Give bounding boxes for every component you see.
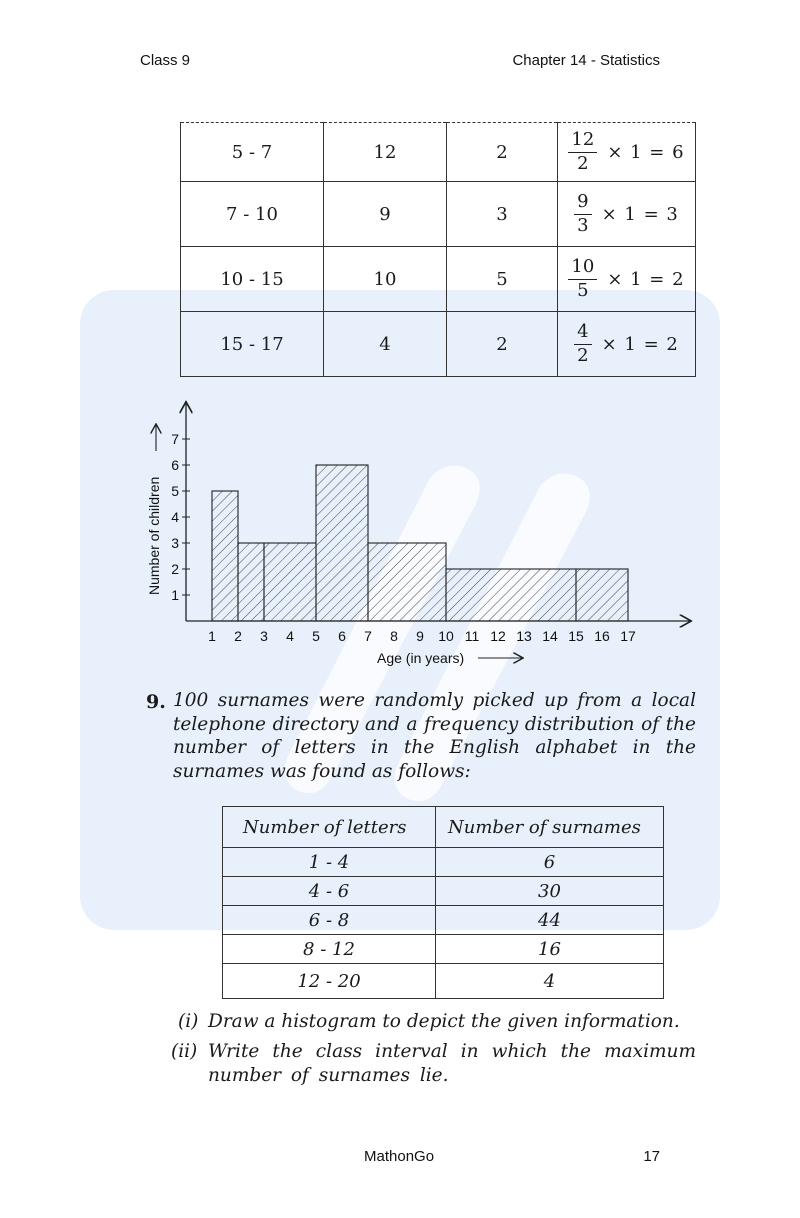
multiplier-expression: × 1 = 2 (601, 333, 679, 355)
x-tick-label: 8 (390, 628, 398, 644)
table-row (181, 312, 696, 377)
letters-cell: 6 - 8 (223, 906, 436, 935)
y-tick-label: 3 (171, 535, 179, 551)
y-tick-label: 2 (171, 561, 179, 577)
fraction (574, 190, 591, 236)
width-cell: 3 (447, 182, 558, 247)
adjusted-cell (558, 123, 696, 182)
table-row (223, 877, 664, 906)
surnames-cell: 44 (436, 906, 664, 935)
surnames-cell: 16 (436, 935, 664, 964)
x-tick-label: 11 (464, 628, 480, 644)
letters-cell: 12 - 20 (223, 964, 436, 999)
histogram-bar (264, 543, 316, 621)
fraction (568, 255, 597, 301)
footer-brand: MathonGo (364, 1148, 435, 1165)
table-row (223, 964, 664, 999)
fraction (574, 320, 591, 366)
y-tick-label: 6 (171, 457, 179, 473)
subpart-text: Draw a histogram to depict the given information. (208, 1011, 680, 1032)
frequency-cell: 4 (324, 312, 447, 377)
table-row (181, 247, 696, 312)
surnames-cell: 30 (436, 877, 664, 906)
table-row (223, 906, 664, 935)
interval-cell: 15 - 17 (181, 312, 324, 377)
table-row (223, 848, 664, 877)
x-tick-label: 4 (286, 628, 294, 644)
page-number: 17 (643, 1148, 660, 1165)
letters-cell: 1 - 4 (223, 848, 436, 877)
histogram-bar (316, 465, 368, 621)
multiplier-expression: × 1 = 3 (601, 203, 679, 225)
table-header-row (223, 807, 664, 848)
subpart-ii (0, 1040, 800, 1090)
width-cell: 2 (447, 123, 558, 182)
denominator: 5 (577, 279, 589, 301)
histogram-bar (212, 491, 238, 621)
header-chapter: Chapter 14 - Statistics (512, 52, 660, 69)
y-tick-label: 5 (171, 483, 179, 499)
histogram-bar (446, 569, 576, 621)
width-cell: 5 (447, 247, 558, 312)
histogram-bar (368, 543, 446, 621)
surnames-cell: 4 (436, 964, 664, 999)
x-tick-label: 3 (260, 628, 268, 644)
frequency-cell: 10 (324, 247, 447, 312)
y-tick-label: 4 (171, 509, 179, 525)
x-tick-label: 14 (542, 628, 558, 644)
x-tick-label: 13 (516, 628, 532, 644)
numerator: 10 (568, 258, 597, 280)
surnames-table (222, 806, 664, 999)
denominator: 3 (577, 214, 589, 236)
y-tick-label: 7 (171, 431, 179, 447)
column-header: Number of letters (223, 807, 436, 848)
interval-cell: 10 - 15 (181, 247, 324, 312)
x-axis-label: Age (in years) (377, 650, 465, 666)
x-tick-label: 17 (620, 628, 636, 644)
y-axis-label: Number of children (146, 476, 162, 595)
multiplier-expression: × 1 = 6 (607, 141, 685, 163)
x-tick-label: 7 (364, 628, 372, 644)
table-row (181, 123, 696, 182)
interval-cell: 5 - 7 (181, 123, 324, 182)
fraction (568, 128, 597, 174)
x-tick-label: 6 (338, 628, 346, 644)
frequency-cell: 9 (324, 182, 447, 247)
table-row (181, 182, 696, 247)
subpart-label: (ii) (171, 1041, 198, 1062)
column-header: Number of surnames (436, 807, 664, 848)
x-tick-label: 9 (416, 628, 424, 644)
numerator: 9 (574, 193, 591, 215)
x-tick-label: 2 (234, 628, 242, 644)
subpart-text: Write the class interval in which the maximum number of surnames lie. (208, 1041, 696, 1086)
denominator: 2 (577, 344, 589, 366)
histogram-bar (576, 569, 628, 621)
x-tick-label: 16 (594, 628, 610, 644)
x-tick-label: 1 (208, 628, 216, 644)
adjusted-cell (558, 312, 696, 377)
numerator: 4 (574, 323, 591, 345)
width-cell: 2 (447, 312, 558, 377)
x-tick-label: 10 (438, 628, 454, 644)
letters-cell: 8 - 12 (223, 935, 436, 964)
x-tick-label: 15 (568, 628, 584, 644)
subpart-i (0, 1010, 800, 1040)
header-class: Class 9 (140, 52, 191, 69)
table-row (223, 935, 664, 964)
y-tick-label: 1 (171, 587, 179, 603)
frequency-cell: 12 (324, 123, 447, 182)
denominator: 2 (577, 152, 589, 174)
adjusted-cell (558, 247, 696, 312)
subpart-label: (i) (178, 1011, 199, 1032)
question-text: 100 surnames were randomly picked up from a local telephone directory and a frequency distribution of the number of letters in the English alphabet in the surnames was found as follows: (173, 690, 696, 782)
adjusted-cell (558, 182, 696, 247)
letters-cell: 4 - 6 (223, 877, 436, 906)
question-number: 9. (146, 691, 166, 713)
x-tick-label: 12 (490, 628, 506, 644)
frequency-adjustment-table (180, 122, 696, 377)
interval-cell: 7 - 10 (181, 182, 324, 247)
age-histogram (140, 395, 700, 675)
surnames-cell: 6 (436, 848, 664, 877)
x-tick-label: 5 (312, 628, 320, 644)
histogram-bar (238, 543, 264, 621)
numerator: 12 (568, 131, 597, 153)
multiplier-expression: × 1 = 2 (607, 268, 685, 290)
